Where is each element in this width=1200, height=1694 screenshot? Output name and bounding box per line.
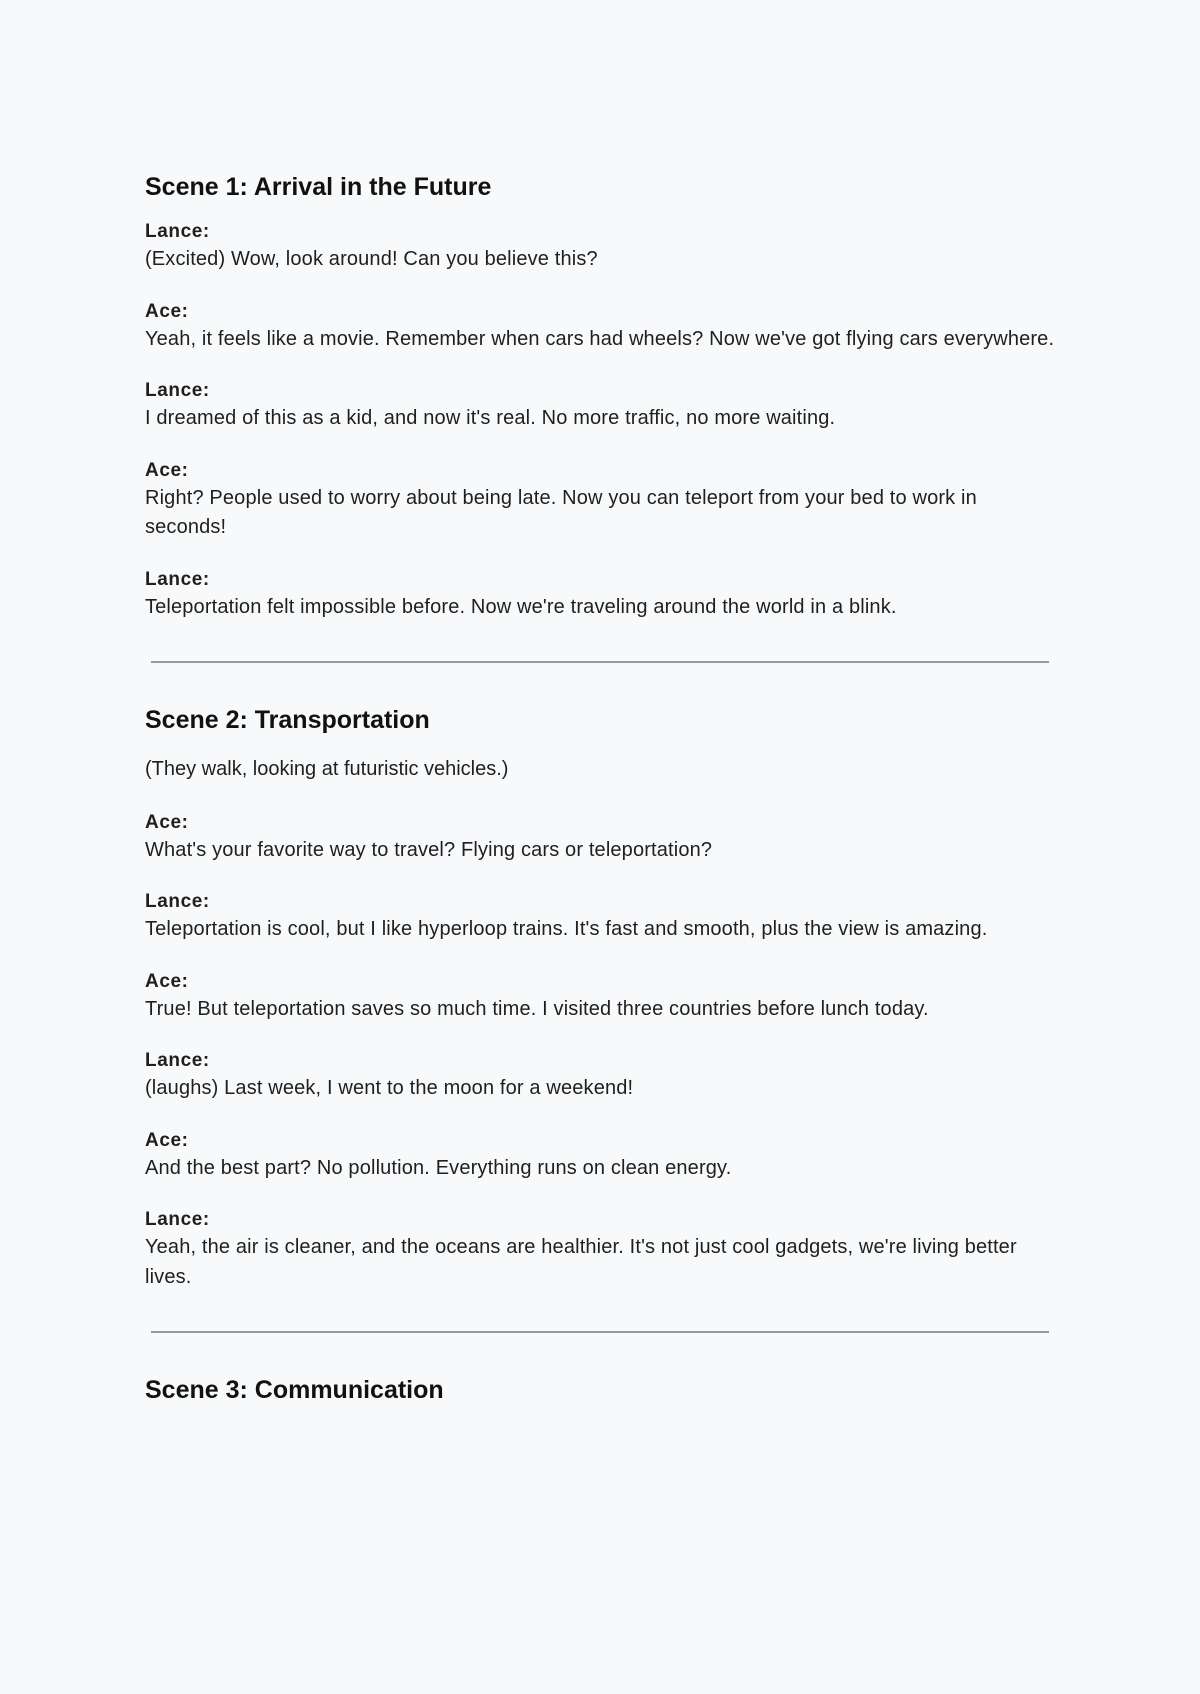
- scene-2: [145, 663, 1055, 1292]
- scene-2-title: Scene 2: Transportation: [145, 706, 430, 734]
- dialogue-line: What's your favorite way to travel? Flying cars or teleportation?: [145, 838, 713, 861]
- dialogue-line: (Excited) Wow, look around! Can you believe this?: [145, 248, 598, 270]
- dialogue-entry: [145, 1047, 1055, 1104]
- dialogue-entry: [145, 218, 1055, 275]
- dialogue-line: True! But teleportation saves so much time. I visited three countries before lunch today.: [145, 997, 929, 1020]
- dialogue-entry: [145, 377, 1055, 434]
- dialogue-line: I dreamed of this as a kid, and now it's real. No more traffic, no more waiting.: [145, 407, 836, 429]
- dialogue-line: And the best part? No pollution. Everything runs on clean energy.: [145, 1156, 732, 1179]
- dialogue-entry: [145, 298, 1055, 355]
- speaker-name: Lance:: [145, 568, 210, 590]
- dialogue-line: Teleportation felt impossible before. Now we're traveling around the world in a blink.: [145, 595, 897, 618]
- document-page: [145, 168, 1055, 1409]
- speaker-name: Ace:: [145, 970, 189, 992]
- dialogue-entry: [145, 809, 1055, 866]
- dialogue-entry: [145, 566, 1055, 623]
- dialogue-line: Yeah, it feels like a movie. Remember when cars had wheels? Now we've got flying cars everywhere.: [145, 327, 1055, 350]
- speaker-name: Ace:: [145, 811, 189, 833]
- stage-direction: (They walk, looking at futuristic vehicles.): [145, 758, 509, 780]
- dialogue-entry: [145, 968, 1055, 1025]
- speaker-name: Lance:: [145, 380, 210, 401]
- scene-1: [145, 168, 1055, 622]
- dialogue-entry: [145, 1127, 1055, 1184]
- speaker-name: Ace:: [145, 459, 189, 481]
- dialogue-line: Teleportation is cool, but I like hyperloop trains. It's fast and smooth, plus the view is amazing.: [145, 918, 988, 940]
- dialogue-entry: [145, 457, 1055, 543]
- speaker-name: Lance:: [145, 1050, 210, 1071]
- dialogue-entry: [145, 888, 1055, 945]
- dialogue-line: Right? People used to worry about being late. Now you can teleport from your bed to work in seconds!: [145, 486, 977, 538]
- speaker-name: Ace:: [145, 1129, 189, 1151]
- speaker-name: Lance:: [145, 891, 210, 912]
- dialogue-line: Yeah, the air is cleaner, and the oceans are healthier. It's not just cool gadgets, we're living better lives.: [145, 1236, 1017, 1288]
- speaker-name: Ace:: [145, 300, 189, 322]
- speaker-name: Lance:: [145, 221, 210, 242]
- dialogue-entry: [145, 1206, 1055, 1292]
- scene-3-title: Scene 3: Communication: [145, 1376, 444, 1404]
- dialogue-line: (laughs) Last week, I went to the moon for a weekend!: [145, 1077, 634, 1099]
- scene-3: [145, 1333, 1055, 1409]
- speaker-name: Lance:: [145, 1209, 210, 1230]
- scene-1-title: Scene 1: Arrival in the Future: [145, 173, 492, 201]
